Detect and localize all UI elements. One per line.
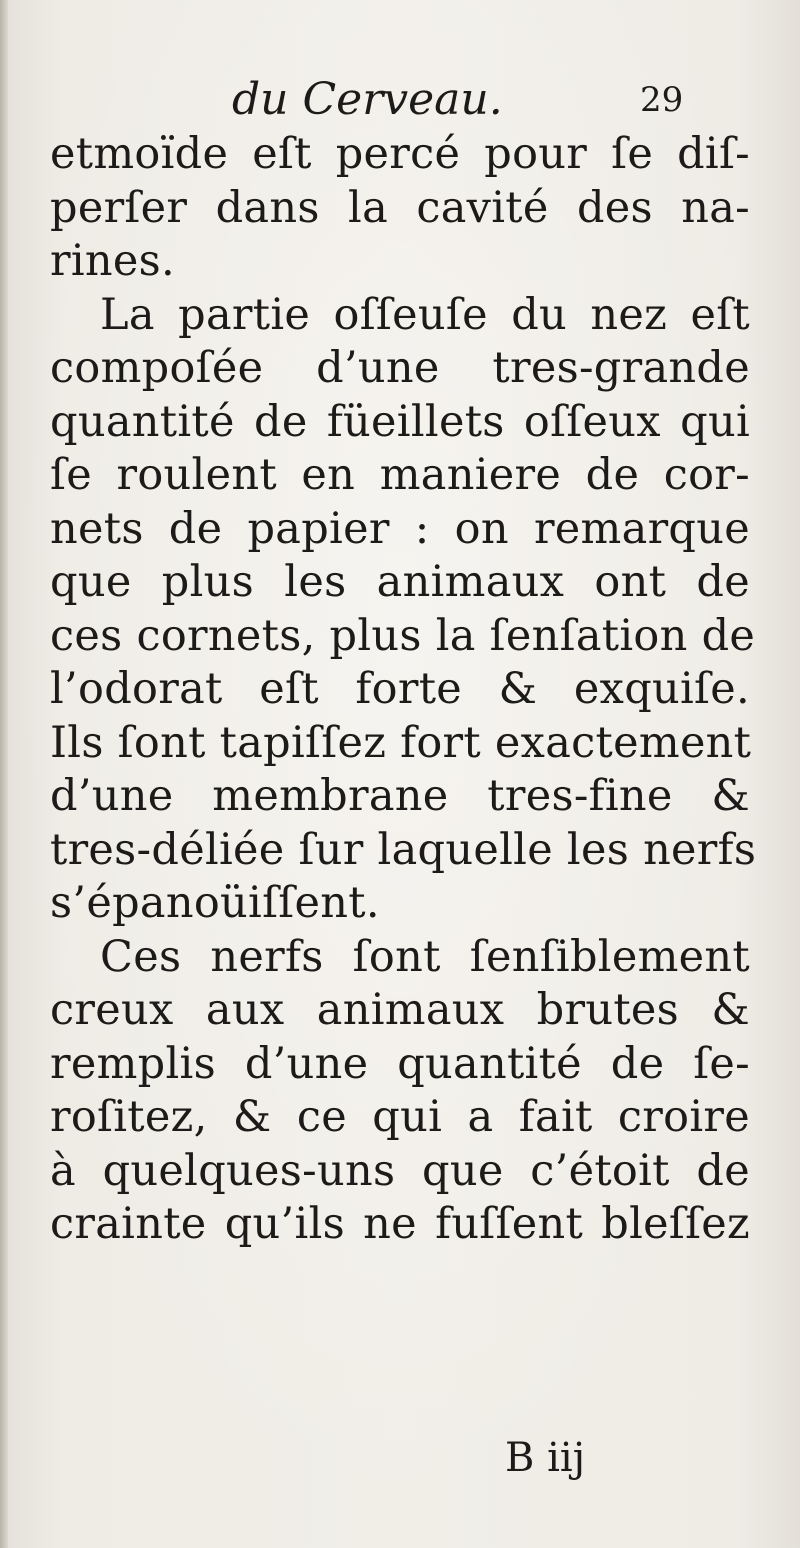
text-line: nets de papier : on remarque: [50, 503, 750, 554]
text-line: ces cornets, plus la ſenſation de: [50, 610, 756, 661]
text-line: etmoïde eſt percé pour ſe diſ-: [50, 129, 750, 179]
page-gutter-edge: [0, 0, 8, 1548]
paragraph-start-line: La partie oſſeuſe du nez eſt: [100, 289, 750, 340]
text-line: quantité de füeillets oſſeux qui: [50, 396, 750, 447]
text-line: ſe roulent en maniere de cor-: [50, 450, 750, 500]
page-number: 29: [640, 80, 684, 120]
text-line: creux aux animaux brutes &: [50, 985, 750, 1035]
page-header: [0, 70, 800, 130]
paragraph-start-line: Ces nerfs ſont ſenſiblement: [100, 931, 750, 982]
body-text: [50, 128, 757, 1252]
text-line: d’une membrane tres-fine &: [50, 771, 750, 821]
running-title: du Cerveau.: [232, 74, 503, 125]
text-line: Ils ſont tapiſſez fort exactement: [50, 717, 752, 768]
text-line: rines.: [50, 236, 175, 286]
text-line: roſitez, & ce qui a fait croire: [50, 1092, 750, 1142]
signature-mark: B iij: [505, 1435, 586, 1481]
text-line: compoſée d’une tres-grande: [50, 343, 750, 393]
text-line: s’épanoüiſſent.: [50, 878, 380, 928]
text-line: remplis d’une quantité de ſe-: [50, 1038, 750, 1089]
text-line: perſer dans la cavité des na-: [50, 182, 750, 233]
text-line: que plus les animaux ont de: [50, 557, 750, 607]
text-line: à quelques-uns que c’étoit de: [50, 1145, 750, 1196]
text-line: tres-déliée ſur laquelle les nerfs: [50, 824, 757, 875]
text-line: l’odorat eſt forte & exquiſe.: [50, 664, 750, 714]
text-line: crainte qu’ils ne fuſſent bleſſez: [50, 1199, 750, 1249]
